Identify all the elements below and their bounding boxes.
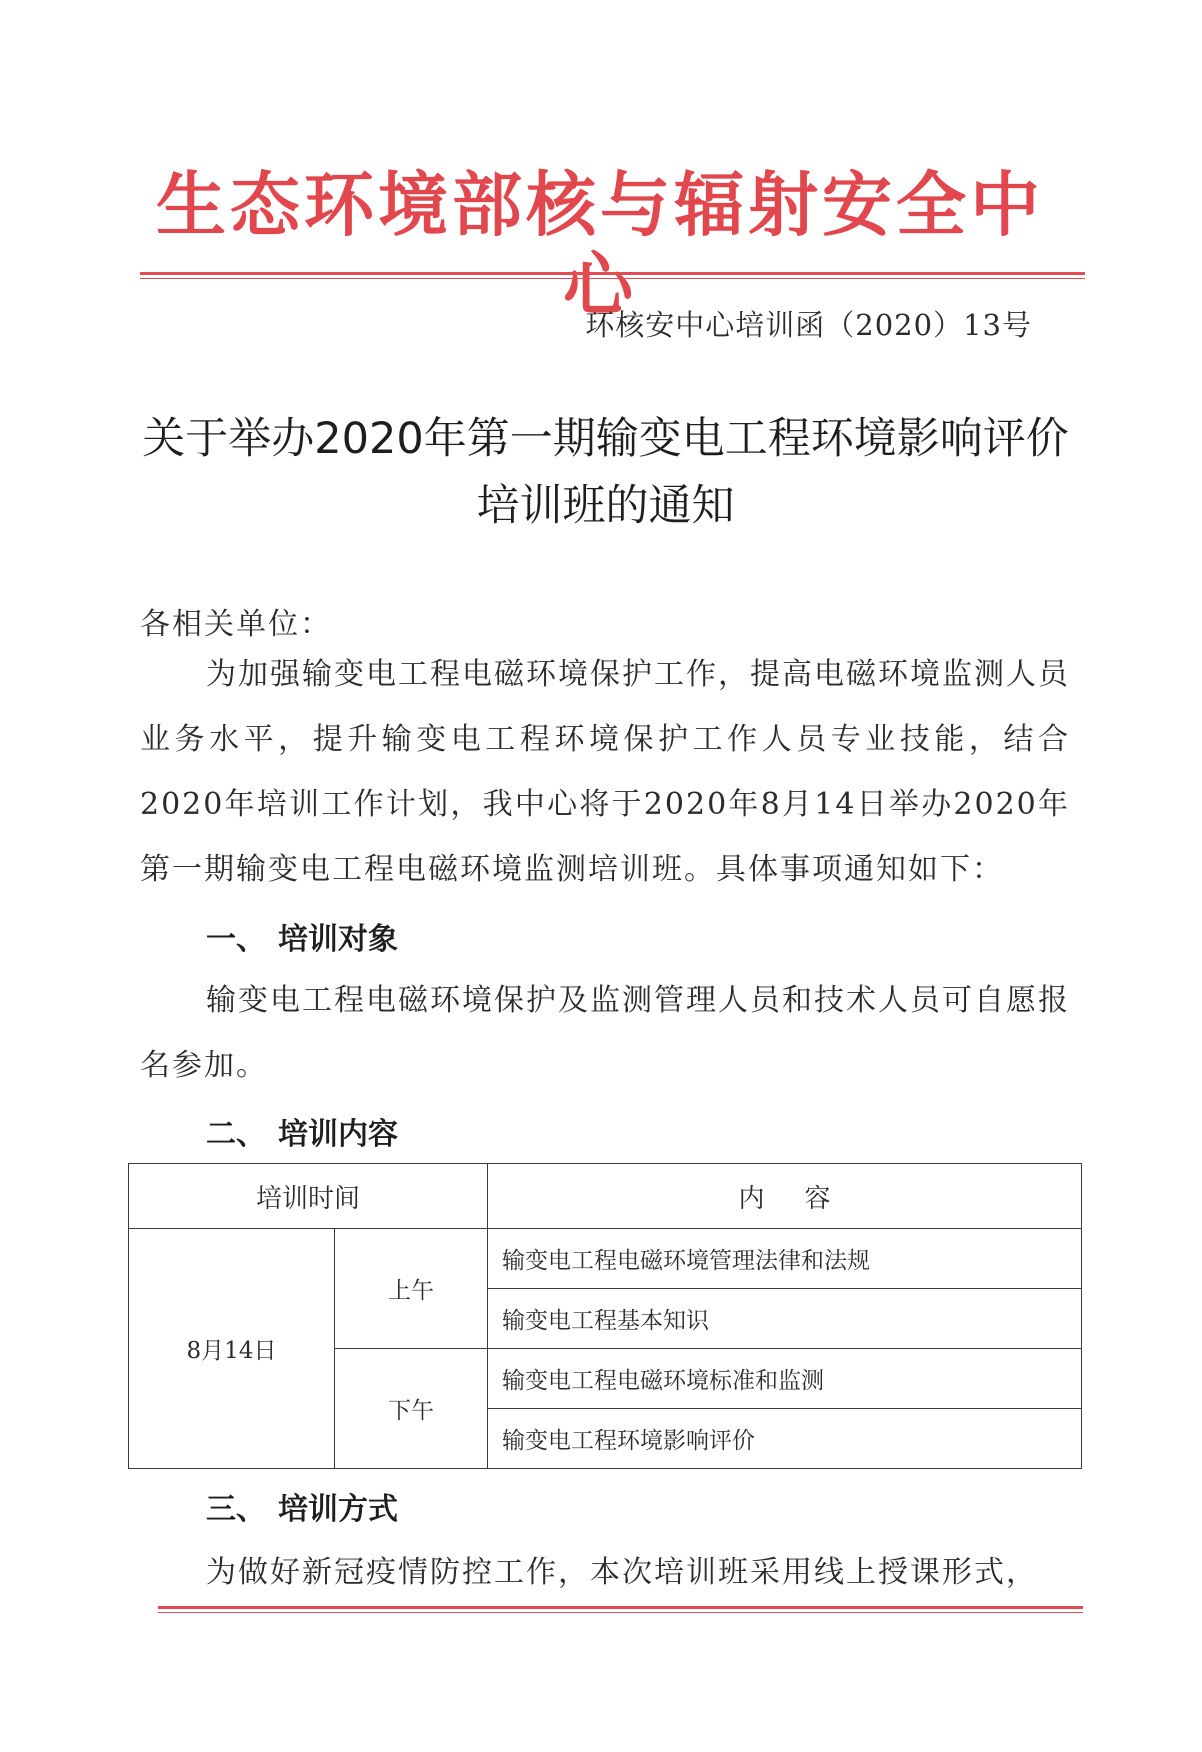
header-content: 内容: [488, 1164, 1082, 1229]
footer-rule: [158, 1606, 1083, 1613]
section-title: 培训对象: [278, 922, 398, 957]
table-header-row: [129, 1164, 1082, 1229]
schedule-item: 输变电工程环境影响评价: [488, 1409, 1082, 1469]
intro-paragraph: 为加强输变电工程电磁环境保护工作，提高电磁环境监测人员业务水平，提升输变电工程环境保护工作人员专业技能，结合2020年培训工作计划，我中心将于2020年8月14日举办2020年第一期输变电工程电磁环境监测培训班。具体事项通知如下：: [140, 657, 1070, 887]
notice-title: 关于举办2020年第一期输变电工程环境影响评价培训班的通知: [142, 414, 1069, 531]
table-row: [129, 1229, 1082, 1289]
schedule-item: 输变电工程基本知识: [488, 1289, 1082, 1349]
section-title: 培训方式: [278, 1492, 398, 1527]
section-number: 一、: [206, 922, 266, 957]
section-title: 培训内容: [278, 1117, 398, 1152]
schedule-date: 8月14日: [129, 1229, 335, 1469]
section-1-text: 输变电工程电磁环境保护及监测管理人员和技术人员可自愿报名参加。: [140, 983, 1070, 1083]
header-training-time: 培训时间: [129, 1164, 488, 1229]
section-heading-2: [206, 1115, 398, 1155]
section-heading-3: [206, 1490, 398, 1530]
period-morning: 上午: [335, 1229, 488, 1349]
salutation: 各相关单位：: [140, 607, 332, 642]
schedule-item: 输变电工程电磁环境标准和监测: [488, 1349, 1082, 1409]
organization-name: 生态环境部核与辐射安全中心: [156, 164, 1044, 326]
schedule-item: 输变电工程电磁环境管理法律和法规: [488, 1229, 1082, 1289]
section-heading-1: [206, 920, 398, 960]
section-number: 三、: [206, 1492, 266, 1527]
training-schedule-table: [128, 1163, 1082, 1469]
letterhead-top-rule: [140, 272, 1085, 279]
document-number: 环核安中心培训函（2020）13号: [585, 308, 1032, 342]
section-number: 二、: [206, 1117, 266, 1152]
section-3-text: 为做好新冠疫情防控工作，本次培训班采用线上授课形式，: [206, 1555, 1038, 1590]
period-afternoon: 下午: [335, 1349, 488, 1469]
